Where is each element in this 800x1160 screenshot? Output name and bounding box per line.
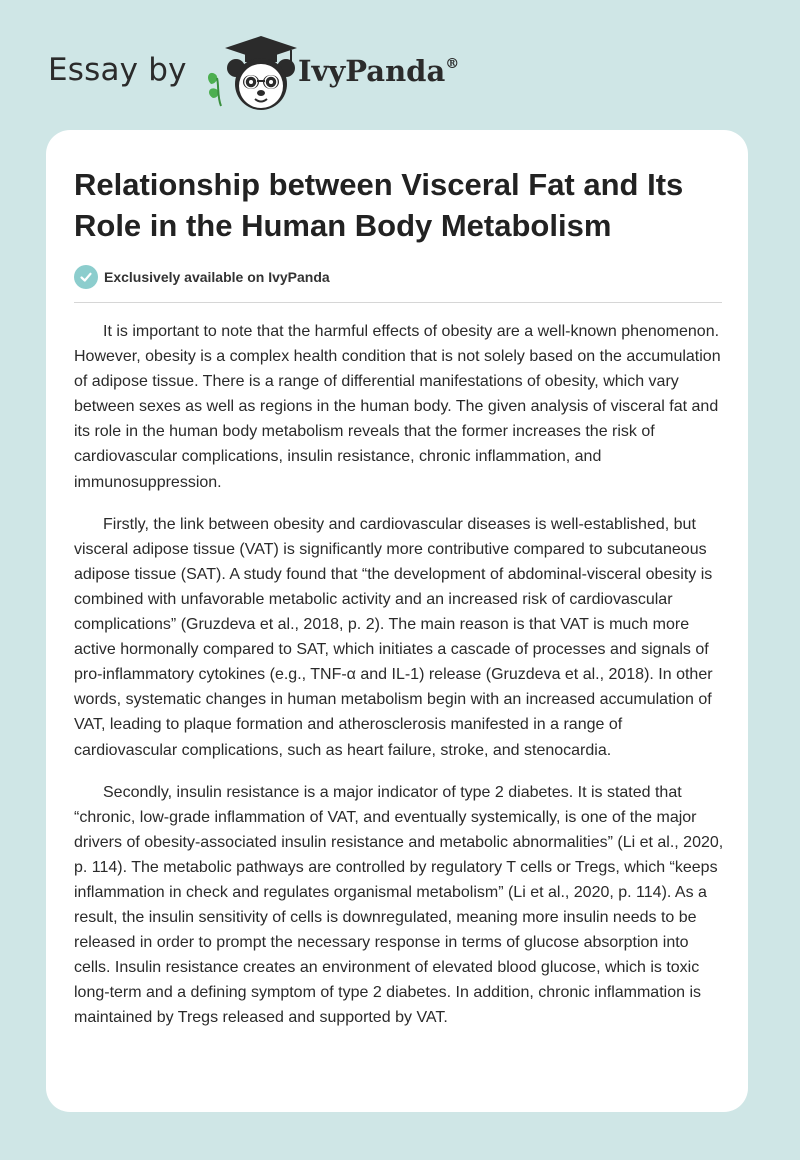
page-title: Relationship between Visceral Fat and Its Role in the Human Body Metabolism [74,167,684,243]
checkmark-icon [74,265,98,289]
essay-by-label: Essay by [48,52,187,88]
brand-name-text: IvyPanda [298,54,446,88]
exclusive-badge [74,264,330,290]
exclusive-badge-label: Exclusively available on IvyPanda [104,269,330,285]
brand-name[interactable] [298,54,459,88]
registered-mark: ® [445,56,460,73]
paragraph: Secondly, insulin resistance is a major indicator of type 2 diabetes. It is stated that “chronic, low-grade inflammation of VAT, and eventually systemically, is one of the major drivers of obesity-associated insulin resistance and metabolic abnormalities” (Li et al., 2020, p. 114). The metabolic pathways are controlled by regulatory T cells or Tregs, which “keeps inflammation in check and regulates organismal metabolism” (Li et al., 2020, p. 114). As a result, the insulin sensitivity of cells is downregulated, meaning more insulin needs to be released in order to prompt the necessary response in terms of glucose absorption into cells. Insulin resistance creates an environment of elevated blood glucose, which is toxic long-term and a defining symptom of type 2 diabetes. In addition, chronic inflammation is maintained by Tregs released and supported by VAT. [74,783,724,1027]
divider [74,302,722,303]
site-header [48,34,568,114]
paragraph: Firstly, the link between obesity and cardiovascular diseases is well-established, but visceral adipose tissue (VAT) is significantly more contributive compared to subcutaneous adipose tissue (SAT). A study found that “the development of abdominal-visceral obesity is combined with unfavorable metabolic activity and an increased risk of cardiovascular complications” (Gruzdeva et al., 2018, p. 2). The main reason is that VAT is much more active hormonally compared to SAT, which initiates a cascade of processes and signals of pro-inflammatory cytokines (e.g., TNF-α and IL-1) release (Gruzdeva et al., 2018). In other words, systematic changes in human metabolism begin with an increased accumulation of VAT, leading to plaque formation and atherosclerosis manifested in a range of cardiovascular complications, such as heart failure, stroke, and stenocardia. [74,515,713,759]
essay-body [74,319,726,1048]
paragraph: It is important to note that the harmful effects of obesity are a well-known phenomenon. However, obesity is a complex health condition that is not solely based on the accumulation of adipose tissue. There is a range of differential manifestations of obesity, which vary between sexes as well as regions in the human body. The given analysis of visceral fat and its role in the human body metabolism reveals that the former increases the risk of cardiovascular complications, insulin resistance, chronic inflammation, and immunosuppression. [74,323,721,491]
panda-graduate-logo-icon[interactable] [203,34,303,114]
essay-card [46,130,748,1112]
